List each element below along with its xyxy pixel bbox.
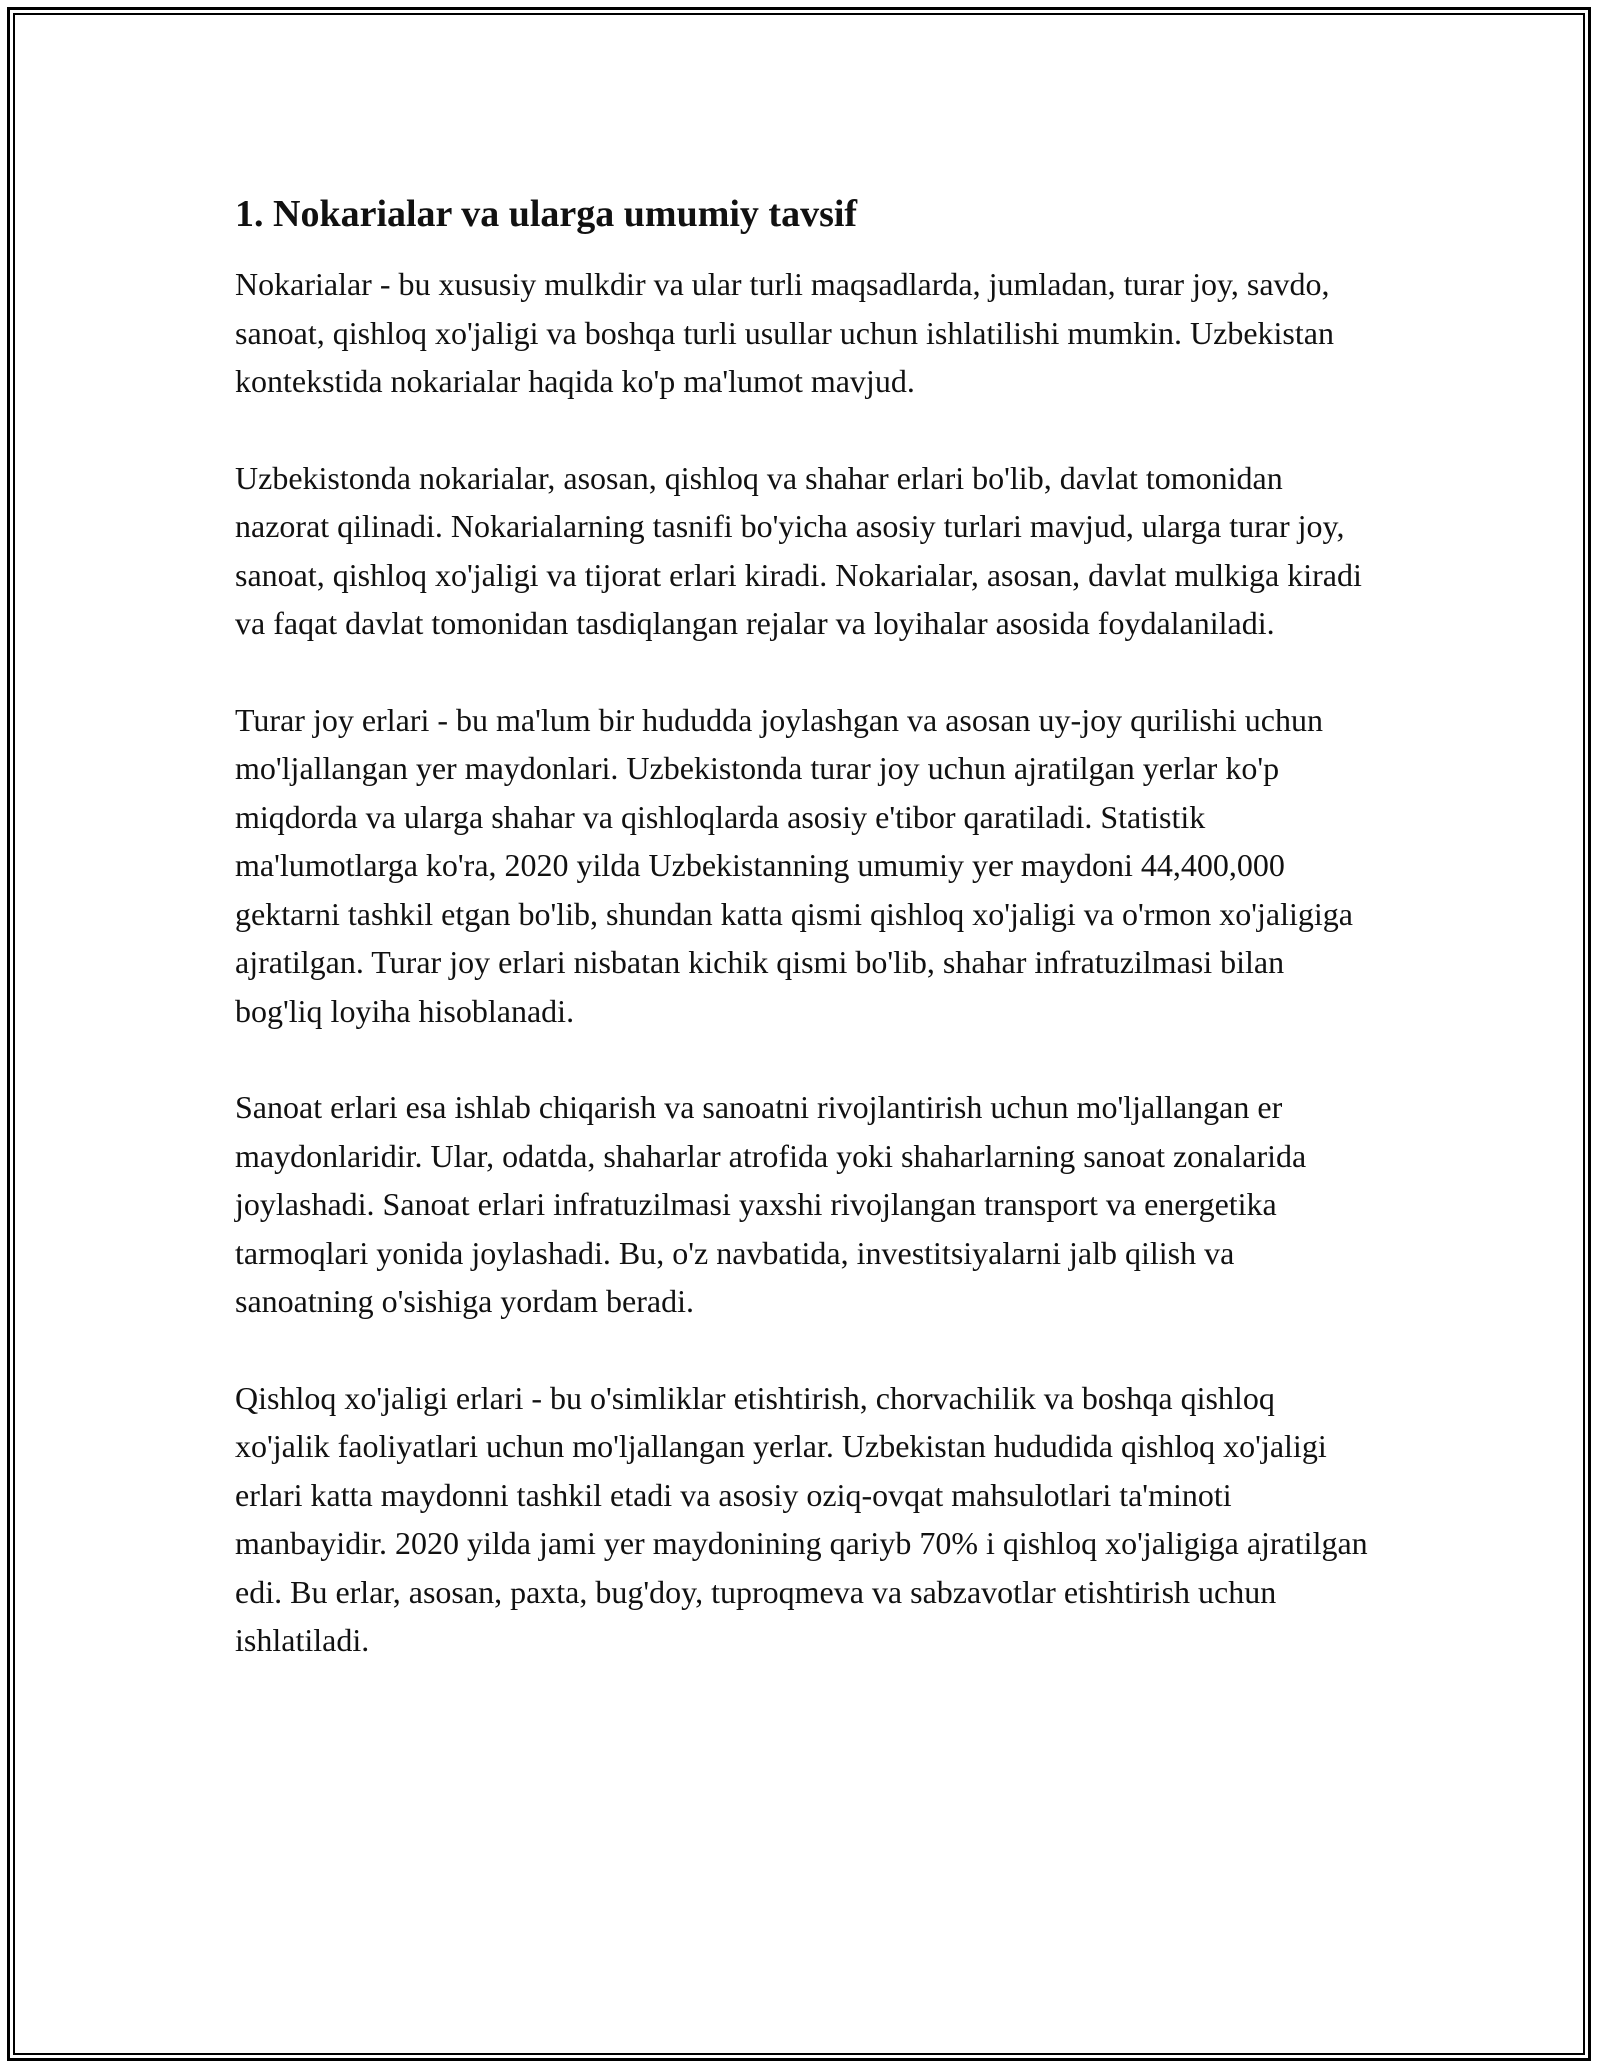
paragraph-classification: Uzbekistonda nokarialar, asosan, qishloq va shahar erlari bo'lib, davlat tomonidan nazorat qilinadi. Nokarialarning tasnifi bo'yicha asosiy turlari mavjud, ularga turar joy, sanoat, qishloq xo'jaligi va tijorat erlari kiradi. Nokarialar, asosan, davlat mulkiga kiradi va faqat davlat tomonidan tasdiqlangan rejalar va loyihalar asosida foydalaniladi. (235, 459, 1362, 641)
paragraph-agricultural-land: Qishloq xo'jaligi erlari - bu o'simliklar etishtirish, chorvachilik va boshqa qishloq xo'jalik faoliyatlari uchun mo'ljallangan yerlar. Uzbekistan hududida qishloq xo'jaligi erlari katta maydonni tashkil etadi va asosiy oziq-ovqat mahsulotlari ta'minoti manbayidir. 2020 yilda jami yer maydonining qariyb 70% i qishloq xo'jaligiga ajratilgan edi. Bu erlar, asosan, paxta, bug'doy, tuproqmeva va sabzavotlar etishtirish uchun ishlatiladi. (235, 1379, 1368, 1658)
paragraph-residential-land: Turar joy erlari - bu ma'lum bir hududda joylashgan va asosan uy-joy qurilishi uchun mo'ljallangan yer maydonlari. Uzbekistonda turar joy uchun ajratilgan yerlar ko'p miqdorda va ularga shahar va qishloqlarda asosiy e'tibor qaratiladi. Statistik ma'lumotlarga ko'ra, 2020 yilda Uzbekistanning umumiy yer maydoni 44,400,000 gektarni tashkil etgan bo'lib, shundan katta qismi qishloq xo'jaligi va o'rmon xo'jaligiga ajratilgan. Turar joy erlari nisbatan kichik qismi bo'lib, shahar infratuzilmasi bilan bog'liq loyiha hisoblanadi. (235, 701, 1353, 1029)
document-body (235, 188, 1370, 1713)
section-heading: 1. Nokarialar va ularga umumiy tavsif (235, 193, 858, 235)
paragraph-industrial-land: Sanoat erlari esa ishlab chiqarish va sanoatni rivojlantirish uchun mo'ljallangan er maydonlaridir. Ular, odatda, shaharlar atrofida yoki shaharlarning sanoat zonalarida joylashadi. Sanoat erlari infratuzilmasi yaxshi rivojlangan transport va energetika tarmoqlari yonida joylashadi. Bu, o'z navbatida, investitsiyalarni jalb qilish va sanoatning o'sishiga yordam beradi. (235, 1089, 1307, 1319)
paragraph-intro: Nokarialar - bu xususiy mulkdir va ular turli maqsadlarda, jumladan, turar joy, savdo, sanoat, qishloq xo'jaligi va boshqa turli usullar uchun ishlatilishi mumkin. Uzbekistan kontekstida nokarialar haqida ko'p ma'lumot mavjud. (235, 266, 1334, 399)
